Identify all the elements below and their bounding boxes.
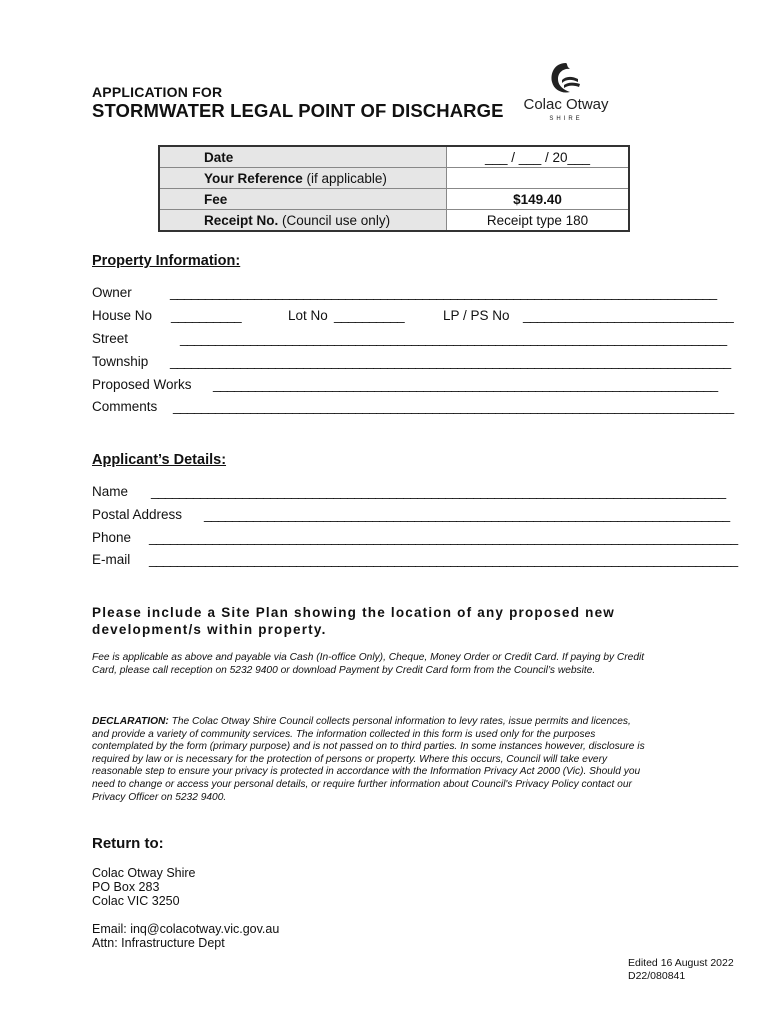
postal-address-row — [92, 507, 730, 525]
street-label: Street — [92, 331, 129, 346]
fee-label: Fee — [204, 191, 228, 207]
house-no-field[interactable]: __________ — [171, 308, 242, 323]
street-row — [92, 331, 727, 349]
logo-subtext: SHIRE — [549, 116, 583, 122]
form-title: STORMWATER LEGAL POINT OF DISCHARGE — [92, 100, 504, 121]
township-label: Township — [92, 354, 149, 369]
form-subtitle: APPLICATION FOR — [92, 84, 223, 100]
date-value[interactable]: ___ / ___ / 20___ — [447, 146, 630, 168]
return-attn: Attn: Infrastructure Dept — [92, 936, 225, 950]
owner-field[interactable]: ______________________________________________________________________________ — [170, 285, 717, 300]
proposed-works-field[interactable]: ________________________________________________________________________ — [213, 377, 718, 392]
table-row-receipt — [159, 210, 629, 232]
township-field[interactable]: ________________________________________________________________________________ — [170, 354, 731, 369]
fee-value: $149.40 — [447, 189, 630, 210]
logo-text: Colac Otway — [523, 96, 609, 113]
return-address-line-2: PO Box 283 — [92, 880, 160, 894]
postal-address-label: Postal Address — [92, 507, 183, 522]
comments-label: Comments — [92, 399, 158, 414]
phone-label: Phone — [92, 530, 132, 545]
name-label: Name — [92, 484, 129, 499]
phone-field[interactable]: ____________________________________________________________________________________ — [149, 530, 738, 545]
site-plan-note: Please include a Site Plan showing the location of any proposed new development/s within property. — [92, 605, 615, 637]
council-logo — [516, 60, 616, 126]
name-field[interactable]: __________________________________________________________________________________ — [151, 484, 726, 499]
applicant-section-title: Applicant’s Details: — [92, 452, 227, 468]
table-row-reference — [159, 168, 629, 189]
edited-date: Edited 16 August 2022 — [628, 957, 734, 969]
email-label: E-mail — [92, 552, 131, 567]
owner-label: Owner — [92, 285, 132, 300]
house-no-label: House No — [92, 308, 153, 323]
street-field[interactable]: ______________________________________________________________________________ — [180, 331, 727, 346]
table-row-fee — [159, 189, 629, 210]
email-field[interactable]: ____________________________________________________________________________________ — [149, 552, 738, 567]
reference-label-suffix: (if applicable) — [302, 170, 387, 186]
owner-row — [92, 285, 717, 303]
swirl-logo-icon — [544, 60, 588, 96]
postal-address-field[interactable]: ___________________________________________________________________________ — [204, 507, 730, 522]
receipt-label-suffix: (Council use only) — [278, 212, 391, 228]
receipt-label: Receipt No. — [204, 212, 279, 228]
return-to-title: Return to: — [92, 835, 164, 852]
reference-label: Your Reference — [204, 170, 303, 186]
name-row — [92, 484, 726, 502]
receipt-value: Receipt type 180 — [447, 210, 630, 232]
declaration-paragraph — [92, 716, 646, 804]
lp-ps-no-field[interactable]: ______________________________ — [523, 308, 734, 323]
proposed-works-label: Proposed Works — [92, 377, 192, 392]
lp-ps-no-label: LP / PS No — [443, 308, 510, 323]
comments-field[interactable]: ________________________________________________________________________________ — [173, 399, 734, 414]
document-reference: D22/080841 — [628, 970, 686, 982]
comments-row — [92, 399, 734, 417]
return-address-line-1: Colac Otway Shire — [92, 866, 196, 880]
table-row-date — [159, 146, 629, 168]
edited-footer — [628, 957, 734, 983]
lot-no-field[interactable]: __________ — [334, 308, 405, 323]
return-email[interactable]: Email: inq@colacotway.vic.gov.au — [92, 922, 280, 936]
phone-row — [92, 530, 738, 548]
fee-payment-note: Fee is applicable as above and payable via Cash (In-office Only), Cheque, Money Order or Credit Card. If paying by Credit Card, please call reception on 5232 9400 or download Payment by Credit Card form from the Council’s website. — [92, 652, 645, 676]
reference-value[interactable] — [447, 168, 630, 189]
property-section-title: Property Information: — [92, 253, 241, 269]
township-row — [92, 354, 731, 372]
date-label: Date — [204, 149, 234, 165]
address-numbers-row — [92, 308, 734, 326]
return-address-line-3: Colac VIC 3250 — [92, 894, 180, 908]
proposed-works-row — [92, 377, 718, 395]
fee-info-table — [158, 145, 630, 232]
declaration-text: The Colac Otway Shire Council collects personal information to levy rates, issue permits and licences, and provide a variety of community services. The information collected in this form is used only for the purposes contemplated by the form (primary purpose) and is not passed on to third parties. In some instances however, disclosure is required by law or is necessary for the protection of persons or property. Where this occurs, Council will take every reasonable step to ensure your privacy is protected in accordance with the Information Privacy Act 2000 (Vic). Should you need to change or access your personal details, or require further information about Council's Privacy Policy contact our Privacy Officer on 5232 9400. — [92, 716, 645, 803]
lot-no-label: Lot No — [288, 308, 328, 323]
email-row — [92, 552, 738, 570]
declaration-label: DECLARATION: — [92, 716, 169, 727]
